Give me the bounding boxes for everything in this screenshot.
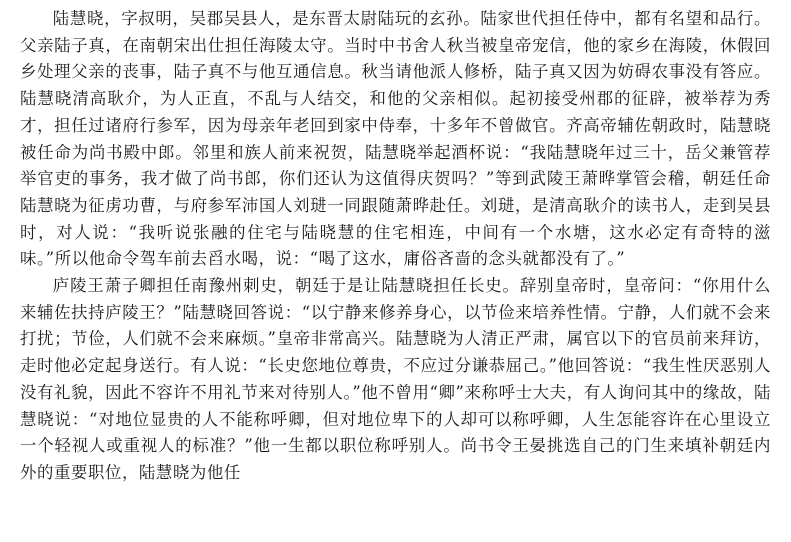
paragraph-1: 陆慧晓，字叔明，吴郡吴县人，是东晋太尉陆玩的玄孙。陆家世代担任侍中，都有名望和品行。父亲陆子真，在南朝宋出仕担任海陵太守。当时中书舍人秋当被皇帝宠信，他的家乡在海陵，休假回乡处理父亲的丧事，陆子真不与他互通信息。秋当请他派人修桥，陆子真又因为妨碍农事没有答应。陆慧晓清高耿介，为人正直，不乱与人结交，和他的父亲相似。起初接受州郡的征辟，被举荐为秀才，担任过诸府行参军，因为母亲年老回到家中侍奉，十多年不曾做官。齐高帝辅佐朝政时，陆慧晓被任命为尚书殿中郎。邻里和族人前来祝贺，陆慧晓举起酒杯说：“我陆慧晓年过三十，岳父兼管荐举官吏的事务，我才做了尚书郎，你们还认为这值得庆贺吗？”等到武陵王萧晔掌管会稽，朝廷任命陆慧晓为征虏功曹，与府参军沛国人刘琎一同跟随萧晔赴任。刘琎，是清高耿介的读书人，走到吴县时，对人说：“我听说张融的住宅与陆晓慧的住宅相连，中间有一个水塘，这水必定有奇特的滋味。”所以他命令驾车前去舀水喝，说：“喝了这水，庸俗吝啬的念头就都没有了。”	[20, 9, 771, 269]
document-page	[20, 6, 771, 487]
paragraph-2: 庐陵王萧子卿担任南豫州刺史，朝廷于是让陆慧晓担任长史。辞别皇帝时，皇帝问：“你用什么来辅佐扶持庐陵王？”陆慧晓回答说：“以宁静来修养身心，以节俭来培养性情。宁静，人们就不会来打扰；节俭，人们就不会来麻烦。”皇帝非常高兴。陆慧晓为人清正严肃，属官以下的官员前来拜访，走时他必定起身送行。有人说：“长史您地位尊贵，不应过分谦恭屈己。”他回答说：“我生性厌恶别人没有礼貌，因此不容许不用礼节来对待别人。”他不曾用“卿”来称呼士大夫，有人询问其中的缘故，陆慧晓说：“对地位显贵的人不能称呼卿，但对地位卑下的人却可以称呼卿，人生怎能容许在心里设立一个轻视人或重视人的标准？”他一生都以职位称呼别人。尚书令王晏挑选自己的门生来填补朝廷内外的重要职位，陆慧晓为他任	[20, 276, 771, 482]
